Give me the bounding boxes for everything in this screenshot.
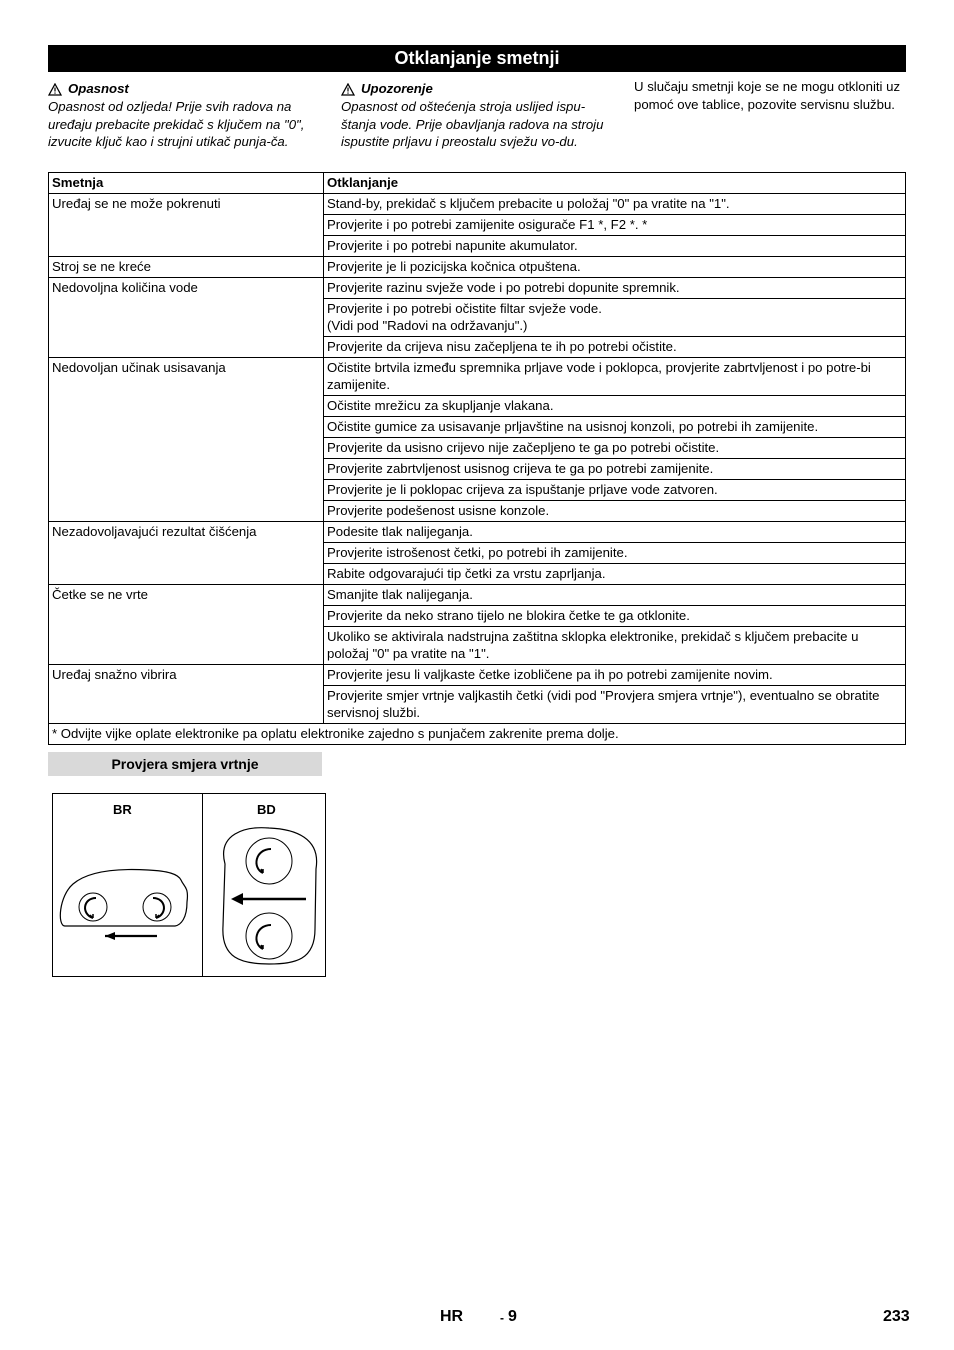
caution-text: Opasnost od oštećenja stroja uslijed ispu-štanja vode. Prije obavljanja radova na stroju ispustite prljavu i preostalu svježu vo-du. [341, 99, 604, 150]
column-header-remedy: Otklanjanje [324, 173, 906, 194]
fault-cell: Uređaj se ne može pokrenuti [49, 194, 324, 257]
remedy-cell: Provjerite da usisno crijevo nije začepljeno te ga po potrebi očistite. [324, 438, 906, 459]
remedy-cell: Provjerite istrošenost četki, po potrebi ih zamijenite. [324, 543, 906, 564]
footer-section-page: 9 [508, 1308, 517, 1325]
footer-separator: - [500, 1311, 504, 1325]
danger-label: Opasnost [68, 81, 129, 97]
remedy-cell: Ukoliko se aktivirala nadstrujna zaštitna sklopka elektronike, prekidač s ključem prebacite u položaj "0" pa vratite na "1". [324, 627, 906, 665]
remedy-cell: Provjerite da crijeva nisu začepljena te ih po potrebi očistite. [324, 337, 906, 358]
table-row [49, 522, 906, 543]
fault-cell: Nezadovoljavajući rezultat čišćenja [49, 522, 324, 585]
remedy-cell: Provjerite je li poklopac crijeva za ispuštanje prljave vode zatvoren. [324, 480, 906, 501]
remedy-cell: Provjerite je li pozicijska kočnica otpuštena. [324, 257, 906, 278]
remedy-cell: Provjerite zabrtvljenost usisnog crijeva te ga po potrebi zamijenite. [324, 459, 906, 480]
caution-label: Upozorenje [361, 81, 433, 97]
fault-cell: Uređaj snažno vibrira [49, 665, 324, 724]
troubleshooting-table [48, 172, 906, 745]
remedy-cell: Očistite mrežicu za skupljanje vlakana. [324, 396, 906, 417]
danger-text: Opasnost od ozljeda! Prije svih radova na uređaju prebacite prekidač s ključem na "0", izvucite ključ kao i strujni utikač punja-ča. [48, 99, 305, 150]
table-footnote-row [49, 724, 906, 745]
table-row [49, 257, 906, 278]
remedy-cell: Podesite tlak nalijeganja. [324, 522, 906, 543]
warning-triangle-icon [341, 83, 355, 96]
remedy-cell: Smanjite tlak nalijeganja. [324, 585, 906, 606]
remedy-cell: Provjerite smjer vrtnje valjkastih četki (vidi pod "Provjera smjera vrtnje"), eventualno se obratite servisnoj službi. [324, 686, 906, 724]
fault-cell: Četke se ne vrte [49, 585, 324, 665]
fault-cell: Nedovoljna količina vode [49, 278, 324, 358]
intro-text: U slučaju smetnji koje se ne mogu otkloniti uz pomoć ove tablice, pozovite servisnu službu. [634, 79, 901, 112]
table-footnote: * Odvijte vijke oplate elektronike pa oplatu elektronike zajedno s punjačem zakrenite prema dolje. [49, 724, 906, 745]
fault-cell: Stroj se ne kreće [49, 257, 324, 278]
page-title: Otklanjanje smetnji [48, 45, 906, 72]
rotation-direction-diagram [52, 793, 326, 977]
remedy-cell: Očistite brtvila između spremnika prljave vode i poklopca, provjerite zabrtvljenost i po potre-bi zamijenite. [324, 358, 906, 396]
table-row [49, 665, 906, 686]
diagram-label-br: BR [113, 802, 132, 817]
caution-warning [341, 80, 616, 151]
bd-brush-diagram [203, 794, 325, 976]
remedy-cell: Provjerite i po potrebi zamijenite osigurače F1 *, F2 *. * [324, 215, 906, 236]
remedy-cell: Rabite odgovarajući tip četki za vrstu zaprljanja. [324, 564, 906, 585]
section-heading: Provjera smjera vrtnje [48, 752, 322, 776]
remedy-cell: Provjerite da neko strano tijelo ne blokira četke te ga otklonite. [324, 606, 906, 627]
table-row [49, 358, 906, 396]
danger-warning [48, 80, 323, 151]
diagram-label-bd: BD [257, 802, 276, 817]
footer-language: HR [440, 1308, 464, 1325]
column-header-fault: Smetnja [49, 173, 324, 194]
page-number: 233 [883, 1308, 910, 1325]
remedy-cell: Provjerite razinu svježe vode i po potrebi dopunite spremnik. [324, 278, 906, 299]
remedy-cell: Provjerite i po potrebi očistite filtar svježe vode. (Vidi pod "Radovi na održavanju".) [324, 299, 906, 337]
warning-triangle-icon [48, 83, 62, 96]
table-row [49, 585, 906, 606]
br-brush-diagram [53, 794, 203, 976]
table-header-row [49, 173, 906, 194]
remedy-cell: Provjerite i po potrebi napunite akumulator. [324, 236, 906, 257]
remedy-cell: Očistite gumice za usisavanje prljavštine na usisnoj konzoli, po potrebi ih zamijenite. [324, 417, 906, 438]
remedy-cell: Stand-by, prekidač s ključem prebacite u položaj "0" pa vratite na "1". [324, 194, 906, 215]
table-row [49, 278, 906, 299]
remedy-cell: Provjerite podešenost usisne konzole. [324, 501, 906, 522]
table-row [49, 194, 906, 215]
remedy-cell: Provjerite jesu li valjkaste četke izobličene pa ih po potrebi zamijenite novim. [324, 665, 906, 686]
fault-cell: Nedovoljan učinak usisavanja [49, 358, 324, 522]
